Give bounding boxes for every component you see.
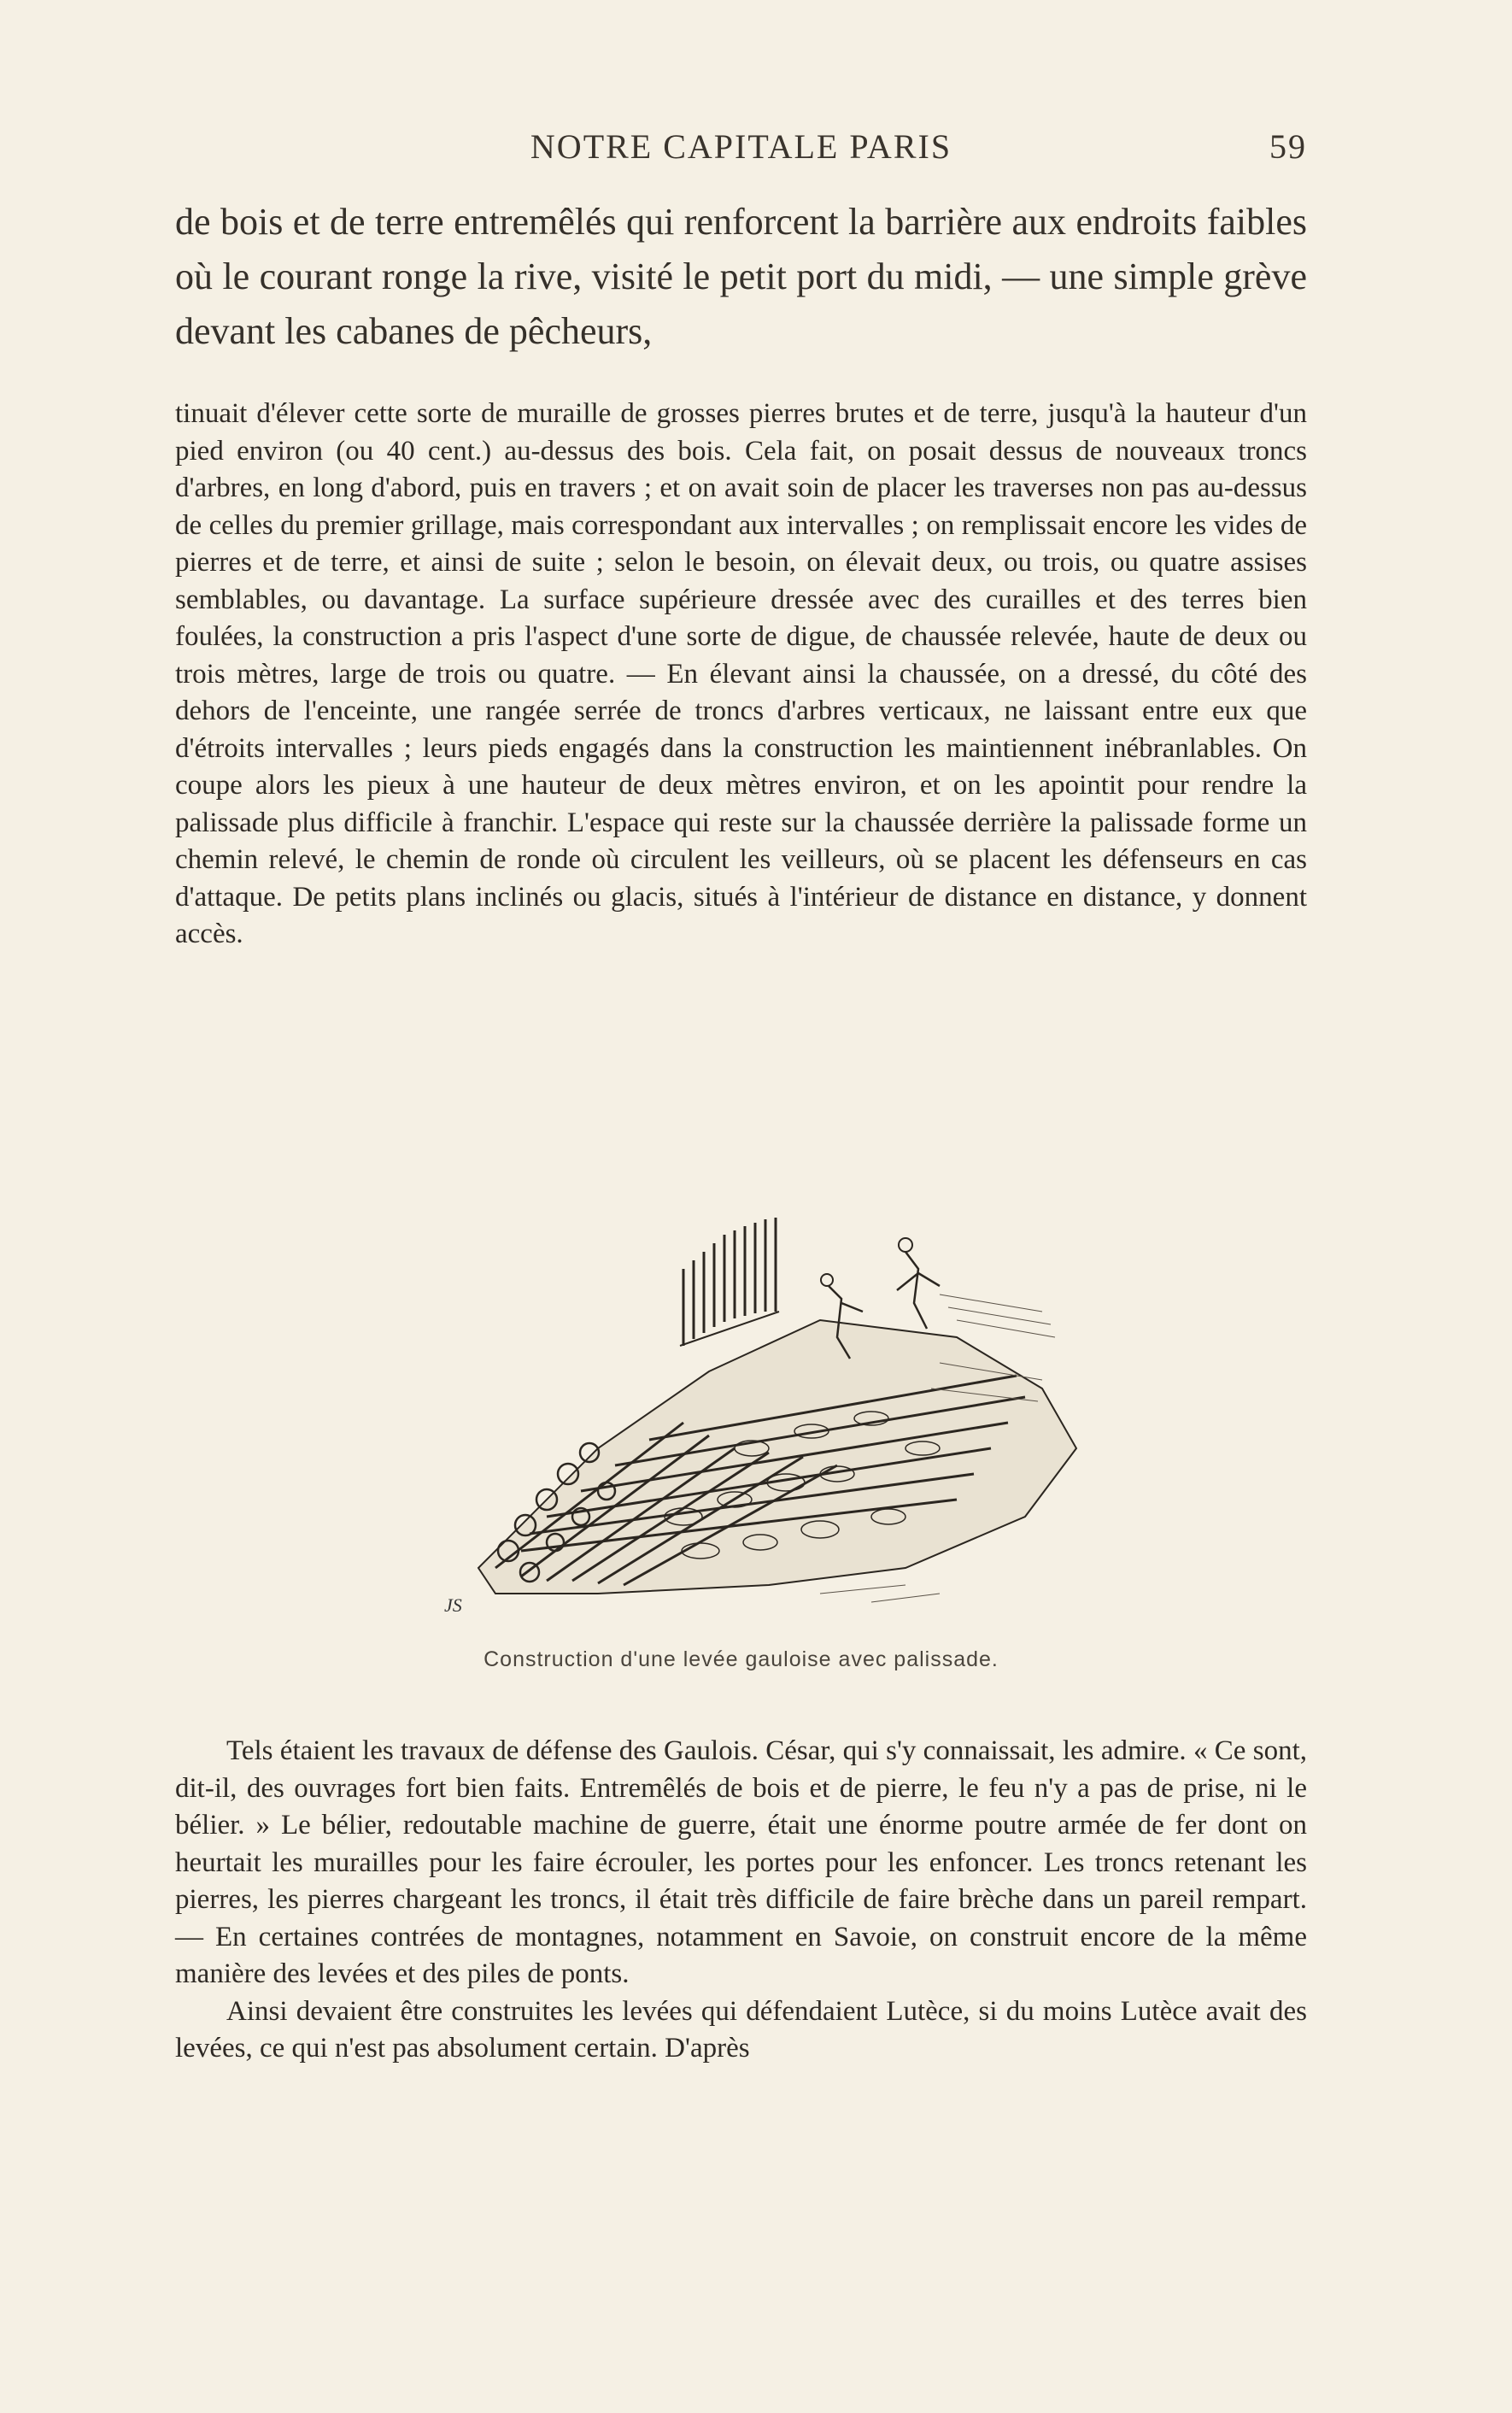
lead-paragraph: de bois et de terre entremêlés qui renforcent la barrière aux endroits faibles où le courant ronge la rive, visité le petit port du midi, — une simple grève devant les cabanes de pêcheurs, <box>175 201 1307 352</box>
body-paragraph-1 <box>175 396 1307 954</box>
figure-caption: Construction d'une levée gauloise avec palissade. <box>483 1647 999 1671</box>
paragraph-text: tinuait d'élever cette sorte de muraille de grosses pierres brutes et de terre, jusqu'à la hauteur d'un pied environ (ou 40 cent.) au-dessus des bois. Cela fait, on posait dessus de nouveaux troncs d'arbres, en long d'abord, puis en travers ; et on avait soin de placer les traverses non pas au-dessus de celles du premier grillage, mais correspondant aux intervalles ; on remplissait encore les vides de pierres et de terre, et ainsi de suite ; selon le besoin, on élevait deux, ou trois, ou quatre assises semblables, ou davantage. La surface supérieure dressée avec des curailles et des terres bien foulées, la construction a pris l'aspect d'une sorte de digue, de chaussée relevée, haute de deux ou trois mètres, large de trois ou quatre. — En élevant ainsi la chaussée, on a dressé, du côté des dehors de l'enceinte, une rangée serrée de troncs d'arbres verticaux, ne laissant entre eux que d'étroits intervalles ; leurs pieds engagés dans la construction les maintiennent inébranlables. On coupe alors les pieux à une hauteur de deux mètres environ, et on les apointit pour rendre la palissade plus difficile à franchir. L'espace qui reste sur la chaussée derrière la palissade forme un chemin relevé, le chemin de ronde où circulent les veilleurs, où se placent les défenseurs en cas d'attaque. De petits plans inclinés ou glacis, situés à l'intérieur de distance en distance, y donnent accès. <box>175 398 1307 949</box>
body-paragraph-2 <box>175 1733 1307 2068</box>
engraving-image <box>427 1192 1093 1636</box>
paragraph-text: Tels étaient les travaux de défense des Gaulois. César, qui s'y connaissait, les admire. « Ce sont, dit-il, des ouvrages fort bien faits. Entremêlés de bois et de pierre, le feu n'y a pas de prise, ni le bélier. » Le bélier, redoutable machine de guerre, était une énorme poutre armée de fer dont on heurtait les murailles pour les faire écrouler, les portes pour les enfoncer. Les troncs retenant les pierres, les pierres chargeant les troncs, il était très difficile de faire brèche dans un pareil rempart. — En certaines contrées de montagnes, notamment en Savoie, on construit encore de la même manière des levées et des piles de ponts. <box>175 1735 1307 1989</box>
running-head <box>175 126 1307 169</box>
running-title: NOTRE CAPITALE PARIS <box>530 127 952 166</box>
page-number: 59 <box>1269 127 1307 166</box>
levee-illustration <box>427 1192 1093 1636</box>
paragraph-text: Ainsi devaient être construites les levées qui défendaient Lutèce, si du moins Lutèce avait des levées, ce qui n'est pas absolument certain. D'après <box>175 1995 1307 2064</box>
engraver-signature: JS <box>444 1594 462 1616</box>
